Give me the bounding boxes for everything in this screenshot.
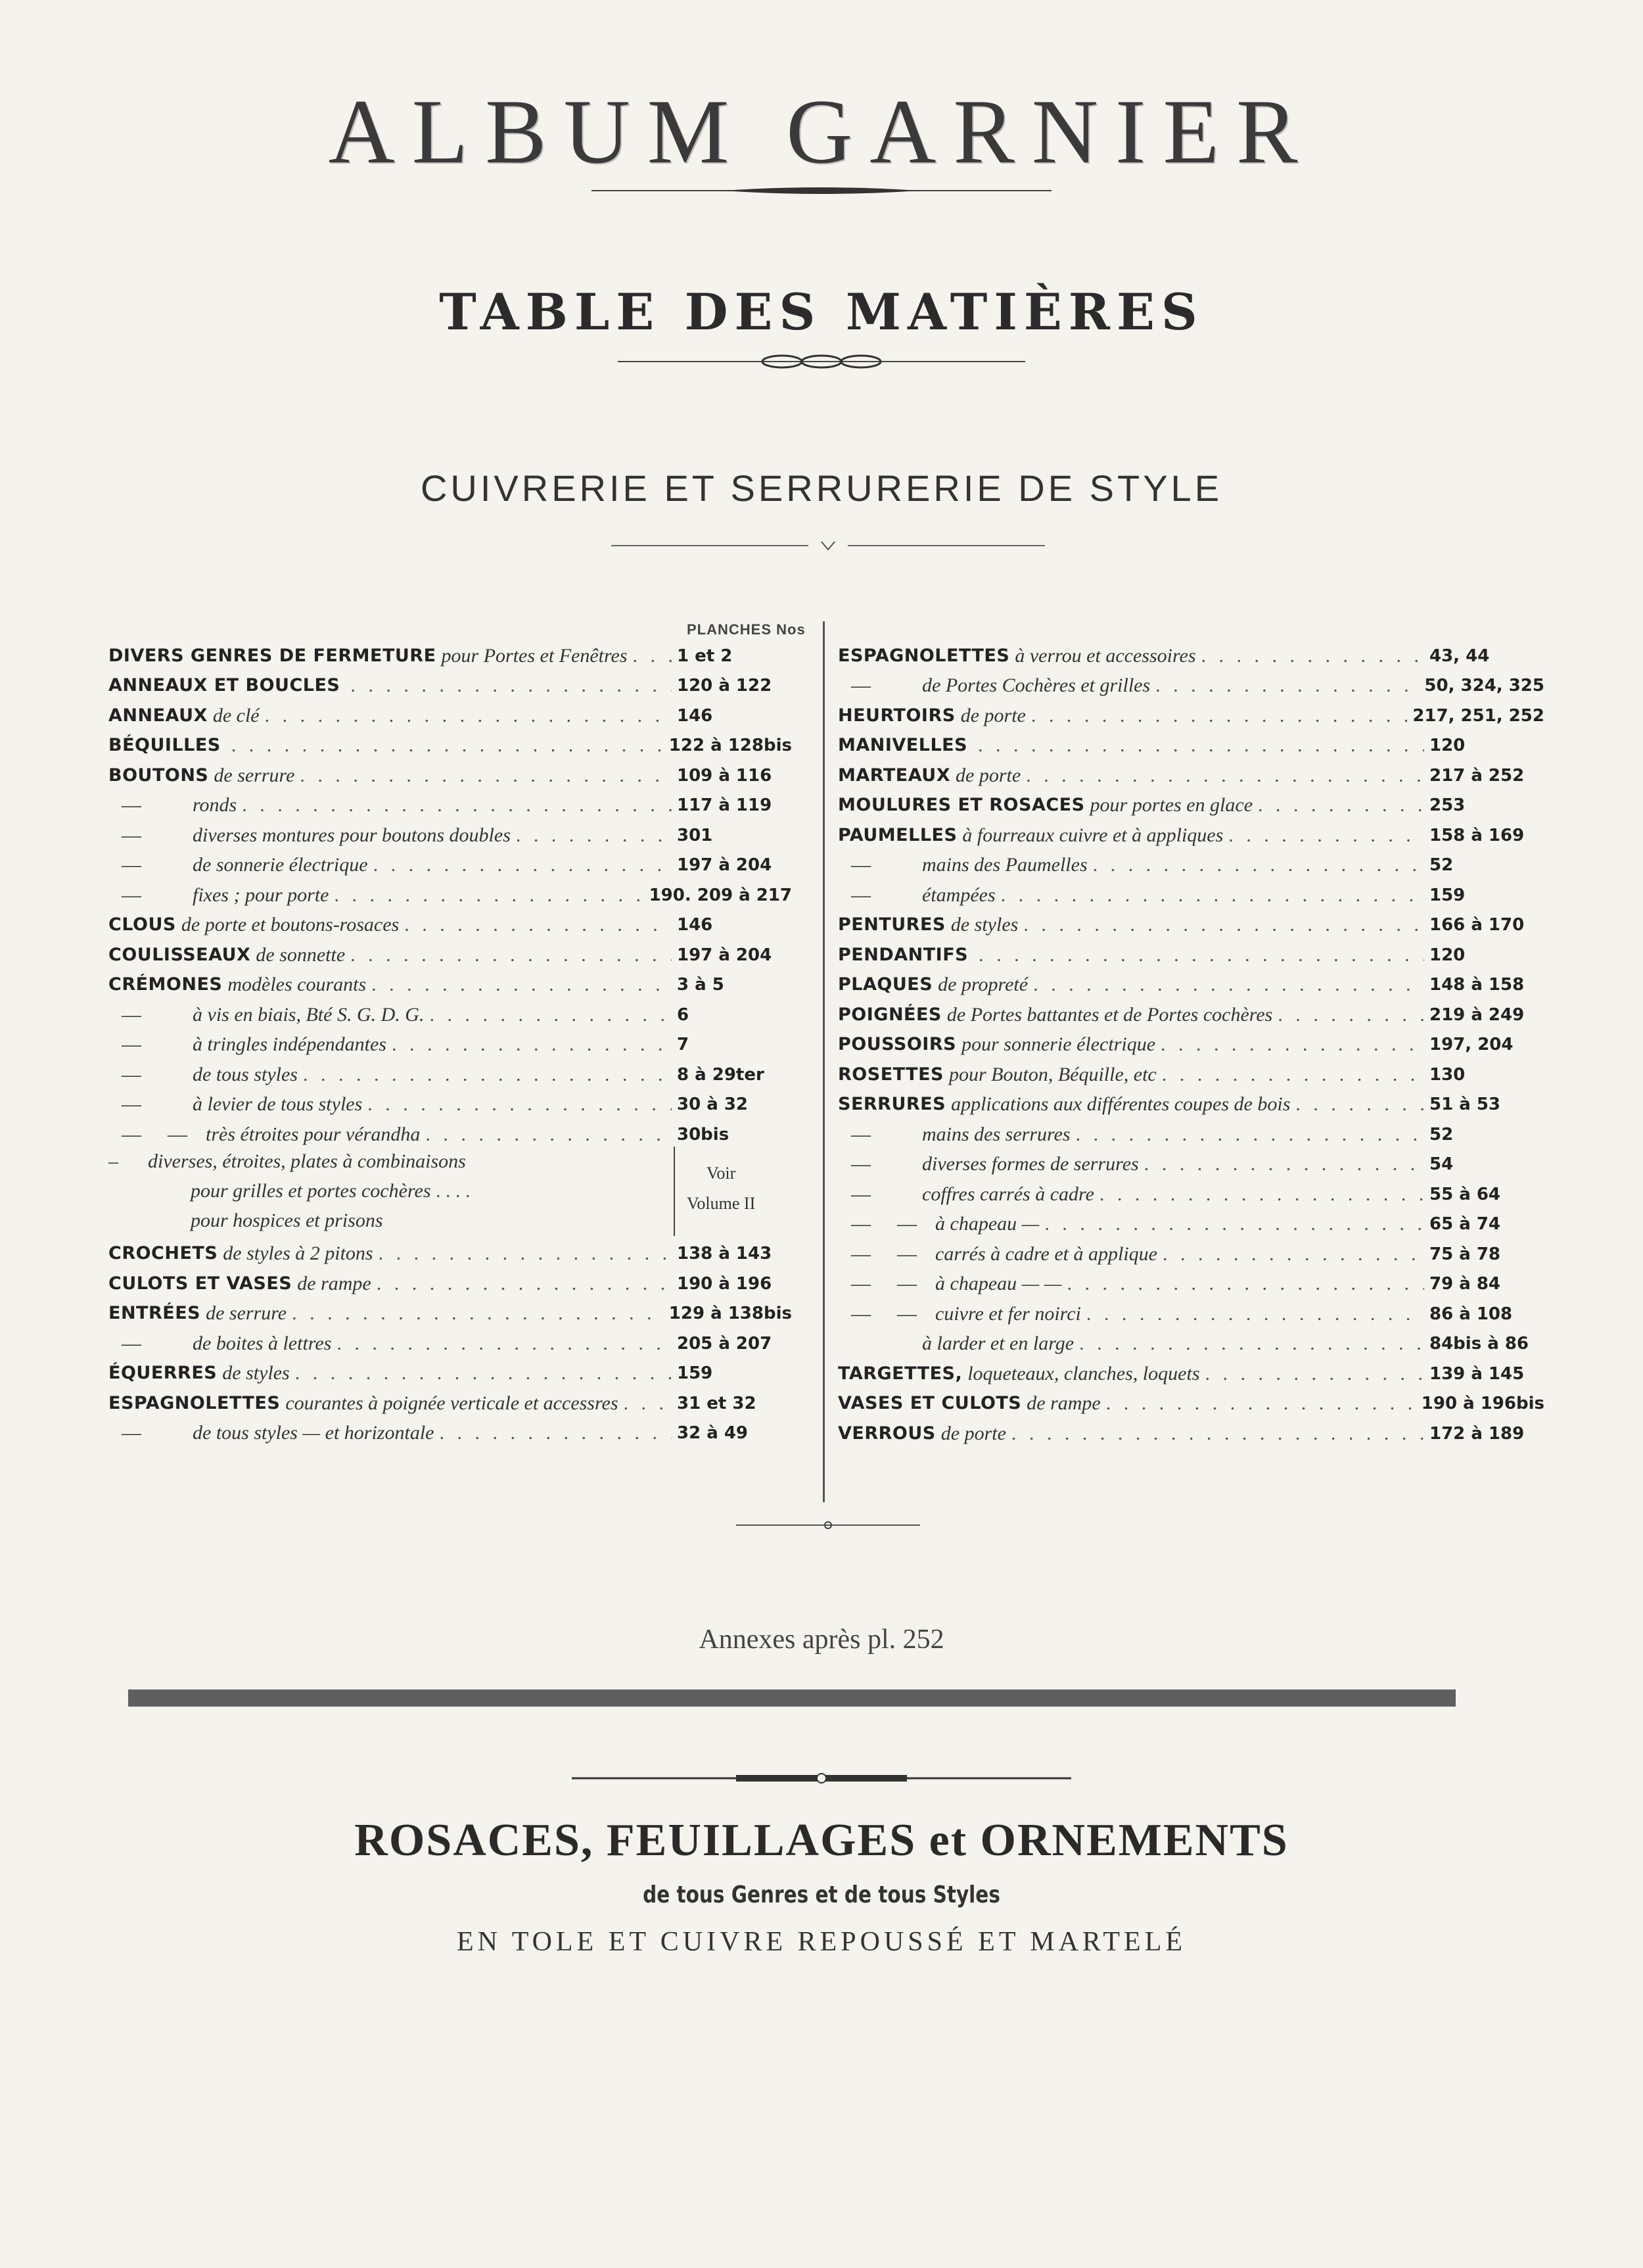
toc-entry-plate-numbers: 139 à 145	[1429, 1363, 1525, 1384]
toc-entry	[838, 638, 1544, 668]
toc-entry-subdash: —	[897, 1213, 917, 1235]
toc-entry	[108, 638, 792, 668]
toc-entry-description: étampées	[922, 884, 996, 906]
toc-entry-leader-dots	[1001, 884, 1424, 907]
toc-entry-description: de Portes Cochères et grilles	[922, 674, 1151, 696]
toc-entry-description: carrés à cadre et à applique	[935, 1242, 1157, 1265]
toc-entry-leader-dots	[1155, 674, 1419, 697]
toc-entry-plate-numbers: 146	[677, 705, 713, 726]
toc-entry-plate-numbers: 190. 209 à 217	[649, 885, 792, 905]
toc-entry	[838, 1296, 1544, 1326]
toc-entry-description: courantes à poignée verticale et accessres	[285, 1392, 618, 1414]
toc-entry	[838, 1206, 1544, 1237]
toc-entry-keyword: PENTURES	[838, 914, 946, 935]
toc-entry	[838, 1146, 1544, 1177]
toc-entry-plate-numbers: 7	[677, 1035, 689, 1054]
toc-entry-description: de rampe	[297, 1272, 371, 1294]
toc-entry-dash: —	[851, 674, 871, 696]
toc-entry	[108, 1236, 792, 1266]
toc-entry-keyword: COULISSEAUX	[108, 944, 251, 965]
toc-entry-plate-numbers: 197 à 204	[677, 945, 772, 965]
toc-entry-plate-numbers: 197 à 204	[677, 855, 772, 875]
toc-entry-leader-dots	[1201, 644, 1424, 668]
toc-entry-plate-numbers: 301	[677, 825, 713, 845]
toc-entry-leader-dots	[350, 674, 672, 697]
toc-entry	[838, 757, 1544, 788]
toc-entry-leader-dots	[300, 764, 672, 788]
toc-entry-plate-numbers: 129 à 138bis	[668, 1304, 792, 1323]
toc-entry-plate-numbers: 159	[677, 1363, 713, 1383]
toc-entry-leader-dots	[377, 1272, 672, 1296]
toc-entry-description: de serrure	[206, 1302, 287, 1324]
toc-entry-keyword: VASES ET CULOTS	[838, 1393, 1022, 1413]
title-ornament-rule	[591, 184, 1052, 197]
toc-entry	[108, 668, 792, 698]
toc-entry-description: de sonnerie électrique	[193, 854, 368, 876]
voir-label: Voir Volume II	[687, 1163, 756, 1213]
toc-entry-leader-dots	[979, 943, 1424, 967]
toc-entry-plate-numbers: 8 à 29ter	[677, 1064, 764, 1085]
toc-entry-leader-dots	[373, 853, 672, 877]
toc-entry-keyword: CROCHETS	[108, 1243, 218, 1264]
toc-entry-leader-dots	[1163, 1242, 1424, 1266]
toc-entry-keyword: BÉQUILLES	[108, 735, 221, 755]
toc-entry-description: de boites à lettres	[193, 1332, 332, 1354]
toc-entry	[108, 1385, 792, 1415]
voir-brace	[674, 1146, 675, 1236]
toc-entry	[838, 1176, 1544, 1206]
toc-entry	[838, 1116, 1544, 1146]
toc-entry-plate-numbers: 65 à 74	[1429, 1214, 1501, 1234]
toc-entry-dash: —	[122, 794, 141, 816]
toc-entry-dash: —	[122, 824, 141, 846]
toc-entry	[108, 757, 792, 788]
toc-entry	[108, 847, 792, 878]
toc-entry	[108, 817, 792, 847]
toc-entry-leader-dots	[1162, 1063, 1424, 1087]
toc-entry-description: cuivre et fer noirci	[935, 1302, 1081, 1325]
toc-entry-leader-dots	[1067, 1272, 1424, 1296]
heavy-separator-bar	[128, 1689, 1456, 1707]
planches-header: PLANCHES Nos	[687, 621, 806, 638]
toc-entry-leader-dots	[1011, 1422, 1424, 1446]
toc-entry-leader-dots	[392, 1033, 672, 1056]
toc-entry-description: à larder et en large	[922, 1333, 1075, 1354]
voir-line-1: – diverses, étroites, plates à combinaisons	[108, 1150, 466, 1172]
toc-entry-keyword: ROSETTES	[838, 1064, 944, 1085]
toc-entry-leader-dots	[231, 734, 664, 757]
toc-entry-plate-numbers: 75 à 78	[1429, 1244, 1501, 1264]
toc-entry-description: modèles courants	[227, 974, 367, 995]
toc-entry	[108, 877, 792, 907]
toc-entry-description: de serrure	[214, 764, 295, 786]
toc-entry-keyword: DIVERS GENRES DE FERMETURE	[108, 645, 436, 666]
toc-entry-leader-dots	[1076, 1123, 1424, 1146]
toc-entry-plate-numbers: 109 à 116	[677, 765, 772, 786]
toc-entry-leader-dots	[303, 1063, 672, 1087]
toc-entry-keyword: SERRURES	[838, 1094, 946, 1114]
voir-line-3: pour hospices et prisons	[191, 1209, 383, 1231]
toc-entry-plate-numbers: 51 à 53	[1429, 1095, 1501, 1114]
toc-entry-plate-numbers: 190 à 196	[677, 1273, 772, 1294]
toc-entry	[838, 1027, 1544, 1057]
toc-entry-leader-dots	[1031, 704, 1407, 728]
toc-entry-leader-dots	[379, 1242, 672, 1265]
toc-entry-leader-dots	[1086, 1302, 1424, 1326]
toc-entry-leader-dots	[439, 1421, 672, 1445]
toc-entry-plate-numbers: 30 à 32	[677, 1095, 749, 1114]
toc-entry-keyword: CLOUS	[108, 914, 176, 935]
toc-entry-dash: —	[122, 884, 141, 906]
toc-entry-leader-dots	[1161, 1033, 1424, 1056]
toc-entry-description: de styles	[950, 914, 1019, 935]
toc-entry-description: applications aux différentes coupes de bois	[951, 1093, 1291, 1115]
toc-entry-leader-dots	[1033, 973, 1424, 997]
toc-entry	[838, 788, 1544, 818]
toc-entry-plate-numbers: 159	[1429, 885, 1466, 905]
toc-title: TABLE DES MATIÈRES	[439, 283, 1204, 341]
toc-entry-plate-numbers: 138 à 143	[677, 1244, 772, 1264]
toc-entry	[838, 907, 1544, 937]
toc-entry	[838, 728, 1544, 758]
toc-entry	[108, 728, 792, 758]
toc-entry-leader-dots	[1099, 1183, 1424, 1206]
toc-entry-plate-numbers: 120	[1429, 945, 1466, 965]
toc-entry-plate-numbers: 86 à 108	[1429, 1304, 1513, 1324]
toc-entry-keyword: ENTRÉES	[108, 1303, 201, 1323]
section-ornament-rule	[611, 539, 1045, 552]
toc-entry-description: à chapeau —	[935, 1213, 1040, 1235]
annexes-note: Annexes après pl. 252	[699, 1624, 944, 1655]
toc-entry	[108, 1356, 792, 1386]
rosaces-title: ROSACES, FEUILLAGES et ORNEMENTS	[354, 1815, 1289, 1866]
toc-entry-keyword: MARTEAUX	[838, 765, 951, 786]
toc-entry-keyword: ESPAGNOLETTES	[838, 645, 1010, 666]
toc-entry-plate-numbers: 130	[1429, 1064, 1466, 1085]
toc-entry	[108, 907, 792, 937]
toc-entry-leader-dots	[1295, 1093, 1424, 1116]
toc-entry	[838, 1415, 1544, 1446]
toc-entry-description: de rampe	[1027, 1392, 1101, 1414]
toc-entry-description: de porte	[956, 764, 1021, 786]
toc-entry-keyword: PAUMELLES	[838, 824, 958, 845]
toc-entry-leader-dots	[334, 884, 643, 907]
toc-entry-keyword: CRÉMONES	[108, 974, 223, 995]
rosaces-ornament-rule	[572, 1772, 1071, 1785]
toc-entry	[108, 1087, 792, 1117]
toc-entry-description: de styles	[222, 1362, 290, 1384]
toc-entry-leader-dots	[1228, 824, 1424, 847]
section-title: CUIVRERIE ET SERRURERIE DE STYLE	[420, 467, 1223, 509]
toc-entry-leader-dots	[350, 943, 672, 967]
toc-entry-description: de sonnette	[256, 943, 346, 966]
toc-entry-description: loqueteaux, clanches, loquets	[967, 1362, 1200, 1384]
toc-entry-dash: —	[122, 854, 141, 876]
toc-entry-plate-numbers: 205 à 207	[677, 1333, 772, 1354]
toc-entry-description: de porte et boutons-rosaces	[181, 914, 400, 935]
toc-entry-subdash: —	[897, 1302, 917, 1325]
toc-entry-dash: —	[851, 1213, 871, 1235]
toc-entry-dash: —	[851, 1123, 871, 1145]
toc-entry-description: coffres carrés à cadre	[922, 1183, 1094, 1205]
toc-entry-plate-numbers: 52	[1429, 855, 1454, 875]
toc-entry	[838, 847, 1544, 878]
toc-entry	[108, 1296, 792, 1326]
toc-entry-description: de Portes battantes et de Portes cochères	[946, 1003, 1273, 1026]
toc-entry-keyword: CULOTS ET VASES	[108, 1273, 292, 1294]
voir-volume-group	[108, 1146, 792, 1236]
toc-entry-leader-dots	[242, 793, 672, 817]
toc-entry-description: mains des serrures	[922, 1123, 1071, 1145]
toc-entry	[838, 877, 1544, 907]
toc-entry	[838, 1266, 1544, 1296]
toc-entry	[108, 788, 792, 818]
toc-entry-leader-dots	[1044, 1212, 1424, 1236]
toc-entry-plate-numbers: 54	[1429, 1154, 1454, 1174]
toc-entry-keyword: MOULURES ET ROSACES	[838, 795, 1085, 815]
toc-entry-leader-dots	[1093, 853, 1424, 877]
toc-entry-keyword: MANIVELLES	[838, 735, 968, 755]
toc-entry	[838, 997, 1544, 1027]
toc-entry-plate-numbers: 30bis	[677, 1124, 729, 1145]
toc-entry-description: à vis en biais, Bté S. G. D. G.	[193, 1003, 425, 1026]
toc-entry-dash: —	[851, 884, 871, 906]
toc-entry-keyword: TARGETTES,	[838, 1363, 963, 1384]
toc-entry-leader-dots	[425, 1123, 672, 1146]
column-divider	[823, 621, 825, 1502]
toc-entry-leader-dots	[1258, 793, 1424, 817]
toc-entry-description: pour Bouton, Béquille, etc	[948, 1063, 1157, 1085]
toc-entry	[838, 1236, 1544, 1266]
toc-entry-plate-numbers: 197, 204	[1429, 1035, 1514, 1054]
toc-entry-leader-dots	[292, 1302, 664, 1325]
toc-entry-plate-numbers: 120 à 122	[677, 676, 772, 696]
toc-entry-description: ronds	[193, 794, 237, 816]
toc-entry	[108, 1415, 792, 1446]
toc-entry-dash: —	[122, 1332, 141, 1354]
toc-entry	[838, 1056, 1544, 1087]
toc-entry-leader-dots	[1205, 1362, 1424, 1386]
toc-entry-leader-dots	[404, 913, 672, 937]
toc-entry-dash: —	[122, 1003, 141, 1026]
toc-entry	[838, 668, 1544, 698]
toc-entry-plate-numbers: 190 à 196bis	[1421, 1394, 1544, 1413]
toc-entry	[108, 997, 792, 1027]
toc-entry-plate-numbers: 6	[677, 1004, 689, 1025]
toc-entry	[108, 967, 792, 997]
toc-entry-description: à levier de tous styles	[193, 1093, 363, 1115]
toc-entry-description: fixes ; pour porte	[193, 884, 329, 906]
columns-end-rule	[736, 1519, 920, 1532]
toc-entry-subdash: —	[897, 1273, 917, 1294]
toc-entry-leader-dots	[295, 1361, 672, 1385]
toc-entry	[108, 1265, 792, 1296]
toc-entry-dash: —	[851, 1273, 871, 1294]
toc-entry-leader-dots	[624, 1392, 672, 1415]
toc-entry-leader-dots	[1079, 1332, 1424, 1356]
toc-entry-plate-numbers: 172 à 189	[1429, 1423, 1525, 1444]
toc-entry-subdash: —	[897, 1242, 917, 1265]
toc-entry-keyword: PLAQUES	[838, 974, 933, 995]
toc-entry-leader-dots	[978, 734, 1424, 757]
toc-entry-leader-dots	[265, 704, 672, 728]
toc-entry-plate-numbers: 117 à 119	[677, 795, 772, 815]
toc-entry-dash: —	[122, 1093, 141, 1115]
toc-entry-leader-dots	[1144, 1152, 1424, 1176]
toc-entry	[108, 1027, 792, 1057]
toc-entry	[108, 1116, 792, 1146]
toc-entry	[108, 1325, 792, 1356]
toc-entry-plate-numbers: 158 à 169	[1429, 825, 1525, 845]
toc-entry-leader-dots	[1026, 764, 1424, 788]
toc-entry-description: diverses formes de serrures	[922, 1153, 1139, 1175]
toc-entry-keyword: HEURTOIRS	[838, 705, 956, 726]
toc-entry-plate-numbers: 122 à 128bis	[668, 736, 792, 755]
toc-entry-description: à verrou et accessoires	[1015, 644, 1196, 667]
toc-entry	[838, 1356, 1544, 1386]
toc-entry-keyword: VERROUS	[838, 1423, 936, 1444]
toc-entry-plate-numbers: 253	[1429, 795, 1466, 815]
toc-entry-keyword: BOUTONS	[108, 765, 209, 786]
toc-entry	[838, 1386, 1544, 1416]
toc-entry-plate-numbers: 219 à 249	[1429, 1004, 1525, 1025]
toc-entry-dash: —	[122, 1063, 141, 1085]
toc-entry-plate-numbers: 1 et 2	[677, 646, 733, 666]
toc-entry-leader-dots	[516, 824, 672, 847]
toc-entry	[108, 697, 792, 728]
toc-entry-plate-numbers: 217 à 252	[1429, 765, 1525, 786]
toc-entry-dash: —	[851, 1242, 871, 1265]
toc-entry-keyword: PENDANTIFS	[838, 944, 969, 965]
toc-entry-plate-numbers: 217, 251, 252	[1412, 705, 1544, 726]
toc-entry-description: de porte	[940, 1422, 1006, 1444]
toc-entry-description: de styles à 2 pitons	[223, 1242, 373, 1264]
toc-entry-plate-numbers: 120	[1429, 736, 1466, 755]
toc-entry-leader-dots	[1106, 1392, 1416, 1415]
toc-entry-plate-numbers: 31 et 32	[677, 1393, 756, 1413]
toc-entry-description: à tringles indépendantes	[193, 1033, 386, 1055]
toc-entry-dash: —	[851, 1183, 871, 1205]
toc-entry-dash: —	[122, 1123, 141, 1145]
toc-entry	[838, 967, 1544, 997]
toc-entry-description: de clé	[212, 704, 260, 726]
rosaces-subtitle: de tous Genres et de tous Styles	[643, 1881, 1000, 1908]
toc-entry-description: de tous styles — et horizontale	[193, 1422, 434, 1444]
toc-entry-dash: —	[122, 1033, 141, 1055]
toc-entry-plate-numbers: 50, 324, 325	[1424, 676, 1544, 696]
toc-entry-plate-numbers: 32 à 49	[677, 1423, 749, 1443]
toc-entry-dash: —	[851, 1302, 871, 1325]
toc-entry	[838, 937, 1544, 967]
rosaces-material-line: EN TOLE ET CUIVRE REPOUSSÉ ET MARTELÉ	[456, 1927, 1187, 1957]
toc-entry	[838, 1087, 1544, 1117]
toc-entry	[108, 937, 792, 967]
toc-entry	[838, 697, 1544, 728]
toc-entry-plate-numbers: 55 à 64	[1429, 1184, 1501, 1204]
toc-entry-keyword: POUSSOIRS	[838, 1034, 957, 1054]
toc-entry-plate-numbers: 52	[1429, 1124, 1454, 1145]
toc-entry-description: pour portes en glace	[1090, 794, 1253, 816]
toc-entry-description: à chapeau — —	[935, 1273, 1062, 1294]
toc-entry-subdash: —	[168, 1123, 187, 1145]
toc-entry-description: à fourreaux cuivre et à appliques	[962, 824, 1224, 846]
toc-entry-leader-dots	[1023, 913, 1424, 937]
toc-entry-description: de propreté	[938, 974, 1029, 995]
toc-entry-keyword: ESPAGNOLETTES	[108, 1392, 281, 1413]
toc-left-column	[108, 638, 792, 1445]
toc-entry-description: de porte	[960, 704, 1026, 726]
toc-entry	[838, 1326, 1544, 1356]
toc-entry-leader-dots	[633, 644, 672, 668]
toc-entry-plate-numbers: 3 à 5	[677, 975, 724, 995]
toc-entry-description: diverses montures pour boutons doubles	[193, 824, 511, 846]
voir-line-2: pour grilles et portes cochères . . . .	[191, 1179, 471, 1202]
toc-entry-description: pour Portes et Fenêtres	[441, 644, 628, 667]
toc-entry-plate-numbers: 84bis à 86	[1429, 1334, 1529, 1354]
toc-entry-keyword: ANNEAUX	[108, 705, 208, 726]
toc-entry-description: mains des Paumelles	[922, 854, 1088, 876]
toc-entry-leader-dots	[336, 1332, 672, 1356]
toc-entry-plate-numbers: 148 à 158	[1429, 975, 1525, 995]
toc-entry-dash: —	[851, 1153, 871, 1175]
toc-entry-plate-numbers: 43, 44	[1429, 646, 1490, 666]
toc-ornament-rule	[618, 352, 1025, 371]
toc-entry-keyword: ANNEAUX ET BOUCLES	[108, 675, 340, 696]
toc-entry-description: pour sonnerie électrique	[961, 1033, 1156, 1055]
toc-entry-plate-numbers: 146	[677, 915, 713, 935]
toc-entry-description: de tous styles	[193, 1063, 298, 1085]
toc-entry-dash: —	[122, 1422, 141, 1444]
toc-entry	[108, 1056, 792, 1087]
toc-entry-dash: —	[851, 854, 871, 876]
toc-entry-description: très étroites pour vérandha	[206, 1123, 421, 1145]
toc-right-column	[838, 638, 1544, 1446]
toc-entry-plate-numbers: 79 à 84	[1429, 1274, 1501, 1294]
toc-entry	[838, 817, 1544, 847]
toc-entry-leader-dots	[429, 1003, 672, 1027]
toc-entry-leader-dots	[371, 973, 672, 997]
toc-entry-leader-dots	[367, 1093, 672, 1116]
toc-entry-keyword: POIGNÉES	[838, 1004, 942, 1025]
toc-entry-keyword: ÉQUERRES	[108, 1363, 218, 1383]
toc-entry-plate-numbers: 166 à 170	[1429, 915, 1525, 935]
toc-entry-leader-dots	[1278, 1003, 1424, 1027]
album-title: ALBUM GARNIER	[328, 81, 1315, 183]
